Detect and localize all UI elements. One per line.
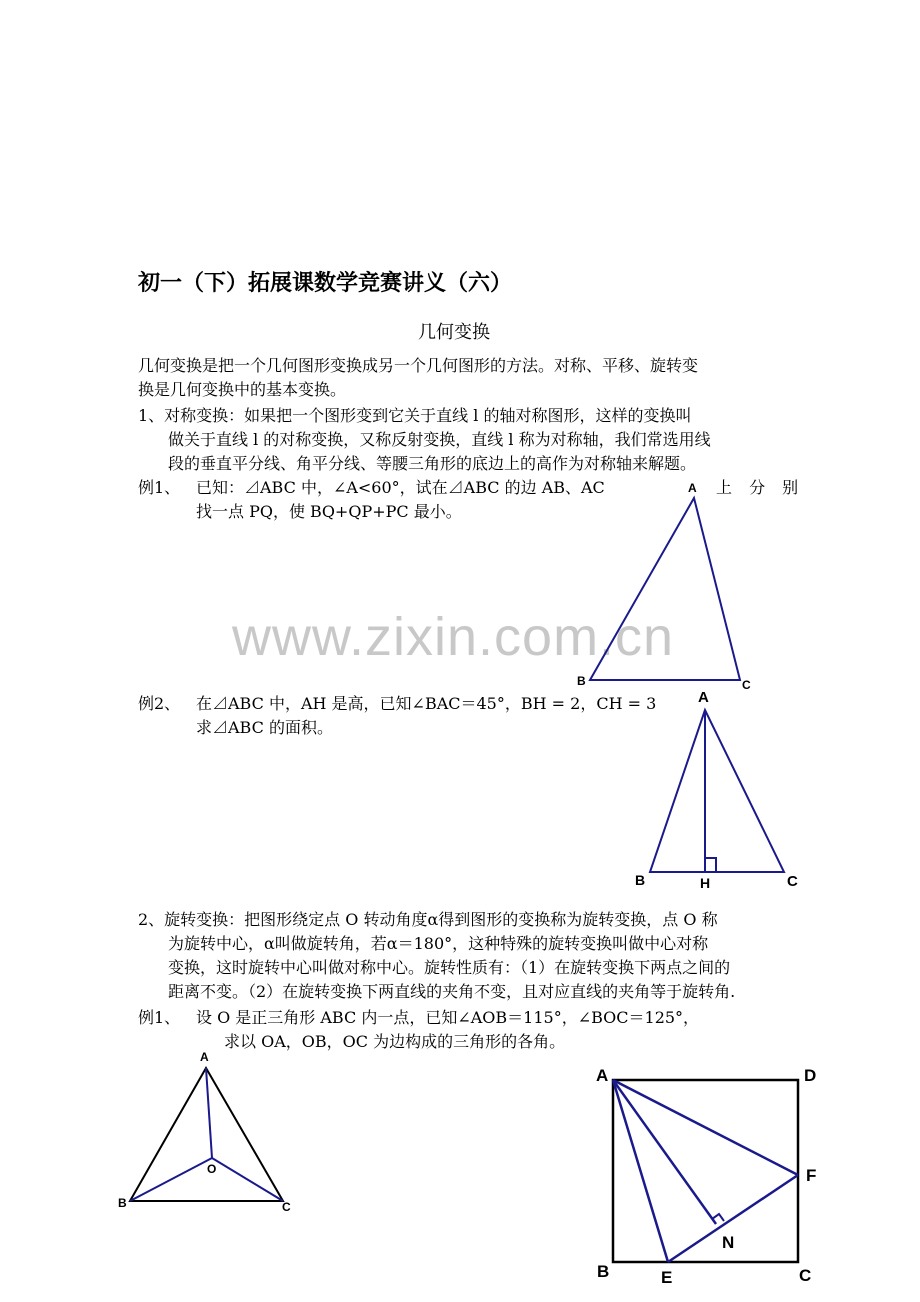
figure-2-triangle bbox=[650, 710, 784, 872]
fig1-label-c: C bbox=[742, 678, 751, 692]
intro-line-2: 换是几何变换中的基本变换。 bbox=[138, 380, 347, 399]
fig3-label-c: C bbox=[282, 1200, 291, 1214]
fig3-label-b: B bbox=[118, 1196, 127, 1210]
section1-line-2: 做关于直线 l 的对称变换，又称反射变换，直线 l 称为对称轴，我们常选用线 bbox=[168, 430, 711, 449]
fig4-segment-an bbox=[613, 1080, 716, 1224]
fig2-label-a: A bbox=[698, 689, 709, 706]
section2-line-3: 变换，这时旋转中心叫做对称中心。旋转性质有：（1）在旋转变换下两点之间的 bbox=[168, 958, 731, 977]
fig2-triangle-outline bbox=[650, 710, 784, 872]
example1-line-1: 已知：⊿ABC 中，∠A<60°，试在⊿ABC 的边 AB、AC bbox=[196, 478, 605, 497]
section2-line-2: 为旋转中心，α叫做旋转角，若α＝180°，这种特殊的旋转变换叫做中心对称 bbox=[168, 934, 709, 953]
figure-4-square bbox=[613, 1080, 798, 1262]
fig2-label-b: B bbox=[635, 872, 646, 888]
fig4-label-d: D bbox=[804, 1066, 817, 1085]
fig4-label-e: E bbox=[661, 1268, 673, 1287]
example1-label: 例1、 bbox=[138, 478, 181, 497]
example2-line-2: 求⊿ABC 的面积。 bbox=[196, 718, 333, 737]
fig1-label-a: A bbox=[688, 481, 697, 495]
fig4-label-b: B bbox=[597, 1262, 610, 1281]
fig4-segment-af bbox=[613, 1080, 798, 1175]
fig3-label-a: A bbox=[200, 1050, 209, 1064]
example1-line-2: 找一点 PQ，使 BQ+QP+PC 最小。 bbox=[196, 502, 462, 521]
watermark: www.zixin.com.cn bbox=[232, 607, 675, 667]
example2-label: 例2、 bbox=[138, 694, 181, 713]
section1-line-3: 段的垂直平分线、角平分线、等腰三角形的底边上的高作为对称轴来解题。 bbox=[168, 454, 697, 473]
section2-line-1: 2、旋转变换：把图形绕定点 O 转动角度α得到图形的变换称为旋转变换，点 O 称 bbox=[138, 910, 718, 929]
fig4-label-n: N bbox=[722, 1233, 735, 1252]
rot-example1-line-1: 设 O 是正三角形 ABC 内一点，已知∠AOB＝115°，∠BOC＝125°， bbox=[196, 1008, 700, 1027]
rot-example1-label: 例1、 bbox=[138, 1008, 181, 1027]
intro-line-1: 几何变换是把一个几何图形变换成另一个几何图形的方法。对称、平移、旋转变 bbox=[138, 356, 699, 375]
example2-line-1: 在⊿ABC 中，AH 是高，已知∠BAC＝45°，BH = 2，CH = 3 bbox=[196, 694, 657, 713]
page-title: 初一（下）拓展课数学竞赛讲义（六） bbox=[138, 271, 513, 296]
fig3-segment-oa bbox=[206, 1068, 212, 1158]
fig2-label-h: H bbox=[700, 875, 711, 891]
fig4-label-a: A bbox=[596, 1066, 609, 1085]
section-subtitle: 几何变换 bbox=[418, 322, 490, 343]
section2-line-4: 距离不变。（2）在旋转变换下两直线的夹角不变，且对应直线的夹角等于旋转角. bbox=[168, 982, 736, 1001]
fig4-segment-ae bbox=[613, 1080, 668, 1262]
example1-line-1-tail: 上 分 别 bbox=[716, 478, 805, 497]
fig3-label-o: O bbox=[207, 1162, 217, 1176]
rot-example1-line-2: 求以 OA，OB，OC 为边构成的三角形的各角。 bbox=[224, 1032, 566, 1051]
figure-1-triangle bbox=[590, 498, 740, 680]
section1-line-1: 1、对称变换：如果把一个图形变到它关于直线 l 的轴对称图形，这样的变换叫 bbox=[138, 406, 692, 425]
fig4-label-f: F bbox=[806, 1166, 817, 1185]
fig4-label-c: C bbox=[799, 1266, 812, 1285]
figure-3-triangle bbox=[130, 1068, 283, 1201]
fig3-segment-oc bbox=[212, 1158, 283, 1201]
fig2-label-c: C bbox=[787, 873, 798, 890]
fig1-triangle-outline bbox=[590, 498, 740, 680]
fig1-label-b: B bbox=[577, 674, 586, 688]
fig2-right-angle-mark bbox=[705, 858, 716, 872]
